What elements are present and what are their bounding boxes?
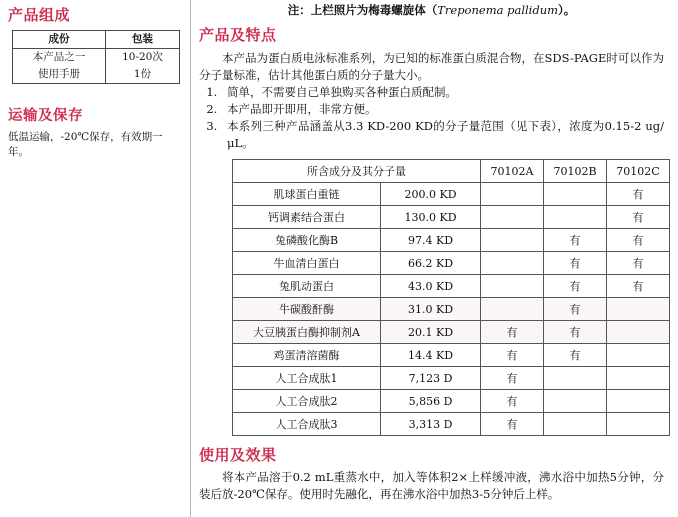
- table-header-70102A: 70102A: [481, 160, 544, 183]
- cell-70102C: [607, 321, 670, 344]
- cell-70102C: 有: [607, 206, 670, 229]
- cell-70102B: [544, 206, 607, 229]
- table-row: [233, 298, 670, 321]
- composition-cell-name: 本产品之一: [13, 49, 106, 67]
- features-section: [199, 26, 664, 152]
- cell-molecular-weight: 130.0 KD: [381, 206, 481, 229]
- cell-70102A: [481, 229, 544, 252]
- composition-cell-qty: 1份: [105, 66, 179, 84]
- cell-70102A: 有: [481, 367, 544, 390]
- cell-70102B: [544, 183, 607, 206]
- cell-70102A: 有: [481, 413, 544, 436]
- cell-70102B: [544, 413, 607, 436]
- table-row: [233, 413, 670, 436]
- cell-component-name: 肌球蛋白重链: [233, 183, 381, 206]
- photo-note-prefix: 注：上栏照片为梅毒螺旋体（: [287, 3, 438, 17]
- cell-70102C: 有: [607, 183, 670, 206]
- cell-70102A: [481, 275, 544, 298]
- cell-molecular-weight: 20.1 KD: [381, 321, 481, 344]
- table-header-70102C: 70102C: [607, 160, 670, 183]
- cell-molecular-weight: 31.0 KD: [381, 298, 481, 321]
- transport-heading: 运输及保存: [8, 107, 83, 124]
- photo-note: [199, 3, 664, 18]
- composition-heading: 产品组成: [8, 6, 71, 24]
- table-row: [13, 66, 180, 84]
- cell-component-name: 牛碳酸酐酶: [233, 298, 381, 321]
- photo-note-suffix: ）。: [558, 3, 576, 17]
- table-row: [233, 321, 670, 344]
- cell-70102C: [607, 367, 670, 390]
- table-header-row: [233, 160, 670, 183]
- cell-70102B: [544, 390, 607, 413]
- composition-molecular-weight-table: [232, 159, 670, 436]
- composition-col-header-package: 包装: [105, 31, 179, 49]
- cell-component-name: 兔肌动蛋白: [233, 275, 381, 298]
- cell-70102A: 有: [481, 344, 544, 367]
- cell-70102B: 有: [544, 298, 607, 321]
- table-row: [13, 49, 180, 67]
- cell-component-name: 人工合成肽3: [233, 413, 381, 436]
- cell-component-name: 钙调素结合蛋白: [233, 206, 381, 229]
- cell-70102C: 有: [607, 275, 670, 298]
- cell-molecular-weight: 97.4 KD: [381, 229, 481, 252]
- cell-70102A: 有: [481, 390, 544, 413]
- transport-text: 低温运输，-20℃保存，有效期一年。: [8, 131, 163, 158]
- list-item: 2. 本产品即开即用，非常方便。: [221, 101, 664, 118]
- table-row: [233, 367, 670, 390]
- features-intro: 本产品为蛋白质电泳标准系列，为已知的标准蛋白质混合物，在SDS-PAGE时可以作为分子量标准，估计其他蛋白质的分子量大小。: [199, 51, 664, 82]
- cell-component-name: 人工合成肽2: [233, 390, 381, 413]
- cell-70102A: [481, 206, 544, 229]
- cell-molecular-weight: 7,123 D: [381, 367, 481, 390]
- cell-70102A: [481, 252, 544, 275]
- cell-70102C: [607, 413, 670, 436]
- cell-molecular-weight: 200.0 KD: [381, 183, 481, 206]
- table-row: [233, 344, 670, 367]
- table-row: [233, 252, 670, 275]
- table-row: [233, 275, 670, 298]
- species-name: Treponema pallidum: [437, 3, 559, 17]
- table-row: [233, 229, 670, 252]
- table-row: [233, 183, 670, 206]
- usage-section: [199, 446, 664, 502]
- main-content: [191, 0, 678, 517]
- cell-70102C: [607, 344, 670, 367]
- table-row: [233, 390, 670, 413]
- cell-component-name: 鸡蛋清溶菌酶: [233, 344, 381, 367]
- list-item: 3. 本系列三种产品涵盖从3.3 KD-200 KD的分子量范围（见下表），浓度为0.15-2 ug/μL。: [221, 118, 664, 152]
- cell-component-name: 人工合成肽1: [233, 367, 381, 390]
- cell-70102C: [607, 390, 670, 413]
- cell-70102C: 有: [607, 229, 670, 252]
- cell-molecular-weight: 3,313 D: [381, 413, 481, 436]
- composition-col-header-ingredient: 成份: [13, 31, 106, 49]
- features-heading: 产品及特点: [199, 26, 277, 44]
- table-header-components: 所含成分及其分子量: [233, 160, 481, 183]
- composition-section: [8, 6, 182, 84]
- cell-molecular-weight: 14.4 KD: [381, 344, 481, 367]
- table-row: [233, 206, 670, 229]
- cell-molecular-weight: 5,856 D: [381, 390, 481, 413]
- table-header-row: [13, 31, 180, 49]
- cell-component-name: 大豆胰蛋白酶抑制剂A: [233, 321, 381, 344]
- composition-cell-name: 使用手册: [13, 66, 106, 84]
- cell-70102C: [607, 298, 670, 321]
- cell-molecular-weight: 43.0 KD: [381, 275, 481, 298]
- cell-70102B: [544, 367, 607, 390]
- cell-70102B: 有: [544, 344, 607, 367]
- table-body: [233, 160, 670, 436]
- usage-heading: 使用及效果: [199, 446, 277, 464]
- cell-70102B: 有: [544, 321, 607, 344]
- cell-molecular-weight: 66.2 KD: [381, 252, 481, 275]
- composition-cell-qty: 10-20次: [105, 49, 179, 67]
- left-sidebar: [0, 0, 190, 517]
- composition-table: [12, 30, 180, 84]
- cell-70102B: 有: [544, 252, 607, 275]
- cell-70102A: [481, 298, 544, 321]
- list-item: 1. 简单，不需要自己单独购买各种蛋白质配制。: [221, 84, 664, 101]
- cell-70102A: 有: [481, 321, 544, 344]
- features-list: [199, 84, 664, 152]
- cell-70102B: 有: [544, 229, 607, 252]
- table-header-70102B: 70102B: [544, 160, 607, 183]
- cell-component-name: 兔磷酸化酶B: [233, 229, 381, 252]
- cell-70102C: 有: [607, 252, 670, 275]
- cell-component-name: 牛血清白蛋白: [233, 252, 381, 275]
- usage-text: 将本产品溶于0.2 mL重蒸水中，加入等体积2×上样缓冲液，沸水浴中加热5分钟，分装后放-20℃保存。使用时先融化，再在沸水浴中加热3-5分钟后上样。: [199, 470, 664, 501]
- cell-70102B: 有: [544, 275, 607, 298]
- cell-70102A: [481, 183, 544, 206]
- transport-section: [8, 106, 182, 160]
